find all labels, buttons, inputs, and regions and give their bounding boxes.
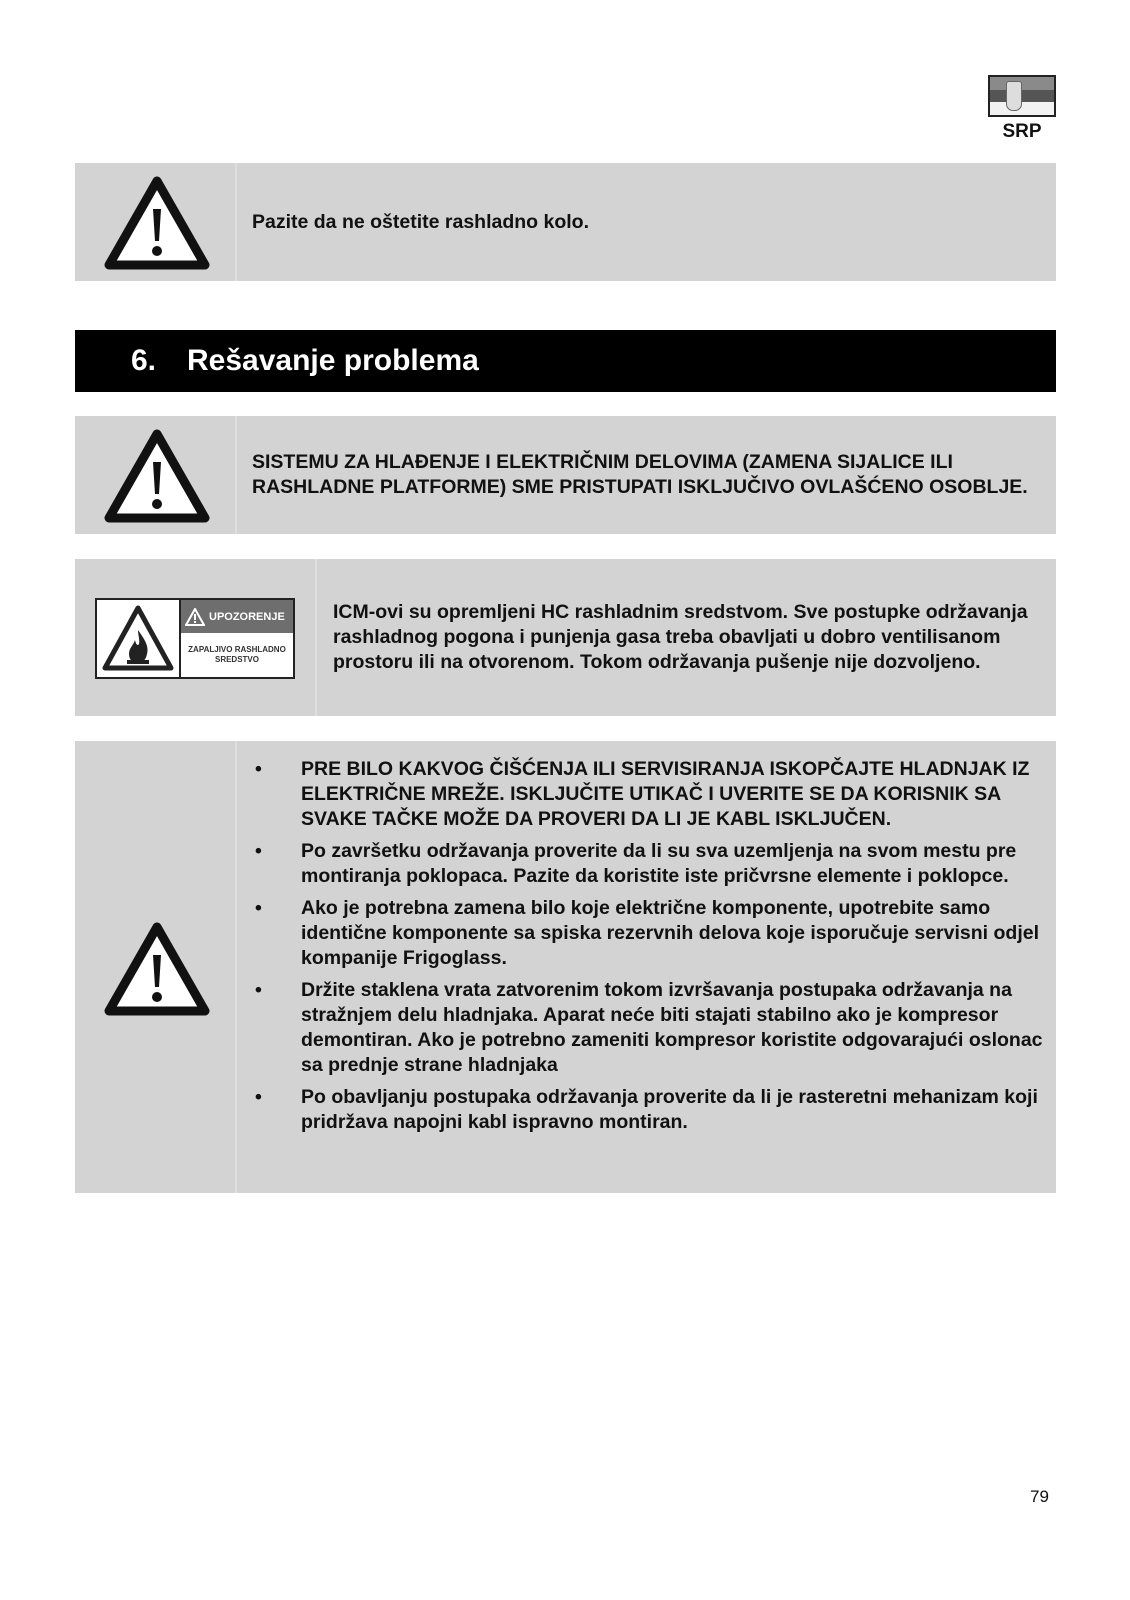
serbian-flag-icon [988,75,1056,117]
list-item: • PRE BILO KAKVOG ČIŠĆENJA ILI SERVISIRANJA ISKOPČAJTE HLADNJAK IZ ELEKTRIČNE MREŽE. ISKLJUČITE UTIKAČ I UVERITE SE DA KORISNIK SA SVAKE TAČKE MOŽE DA PROVERI DA LI JE KABL ISKLJUČEN. [255,758,1030,830]
warning-text: Pazite da ne oštetite rashladno kolo. [252,210,589,233]
warning-triangle-icon [103,428,211,524]
maintenance-warning-box [75,741,1056,1193]
list-item: • Po obavljanju postupaka održavanja proverite da li je rasteretni mehanizam koji pridržava napojni kabl ispravno montiran. [255,1086,1038,1133]
small-warning-icon [185,608,205,626]
warning-triangle-icon [103,175,211,271]
label-title-bar [181,600,293,633]
maintenance-list [255,757,1044,1135]
warning-box-authorized-personnel [75,416,1056,534]
label-title: UPOZORENJE [209,610,285,623]
bullet-icon: • [255,1086,262,1108]
label-subtitle: ZAPALJIVO RASHLADNO SREDSTVO [188,645,286,664]
flammable-warning-label [95,598,295,679]
warning-icon-cell [75,741,237,1193]
list-item: • Ako je potrebna zamena bilo koje električne komponente, upotrebite samo identične komponente sa spiska rezervnih delova koje isporučuje servisni odjel kompanije Frigoglass. [255,897,1040,969]
list-item: • Po završetku održavanja proverite da li su sva uzemljenja na svom mestu pre montiranja poklopaca. Pazite da koristite iste pričvrsne elemente i poklopce. [255,840,1017,887]
warning-box-circuit [75,163,1056,281]
label-cell [75,559,317,716]
bullet-icon: • [255,979,262,1001]
flammable-refrigerant-box [75,559,1056,716]
warning-icon-cell [75,163,237,281]
language-label: SRP [1002,121,1042,142]
warning-triangle-icon [103,921,211,1017]
bullet-icon: • [255,897,262,919]
flame-icon [97,600,181,677]
warning-text: SISTEMU ZA HLAĐENJE I ELEKTRIČNIM DELOVIMA (ZAMENA SIJALICE ILI RASHLADNE PLATFORME) SME PRISTUPATI ISKLJUČIVO OVLAŠĆENO OSOBLJE. [252,451,1028,498]
flammable-notice-text: ICM-ovi su opremljeni HC rashladnim sredstvom. Sve postupke održavanja rashladnog pogona i punjenja gasa treba obavljati u dobro ventilisanom prostoru ili na otvorenom. Tokom održavanja pušenje nije dozvoljeno. [333,601,1028,673]
bullet-icon: • [255,758,262,780]
warning-icon-cell [75,416,237,534]
list-item: • Držite staklena vrata zatvorenim tokom izvršavanja postupaka održavanja na stražnjem delu hladnjaka. Aparat neće biti stajati stabilno ako je kompresor demontiran. Ako je potrebno zameniti kompresor koristite odgovarajući oslonac sa prednje strane hladnjaka [255,979,1043,1076]
page-number: 79 [1030,1487,1049,1506]
section-number: 6. [131,344,157,377]
section-title: Rešavanje problema [187,344,479,377]
section-heading [75,330,1056,392]
bullet-icon: • [255,840,262,862]
